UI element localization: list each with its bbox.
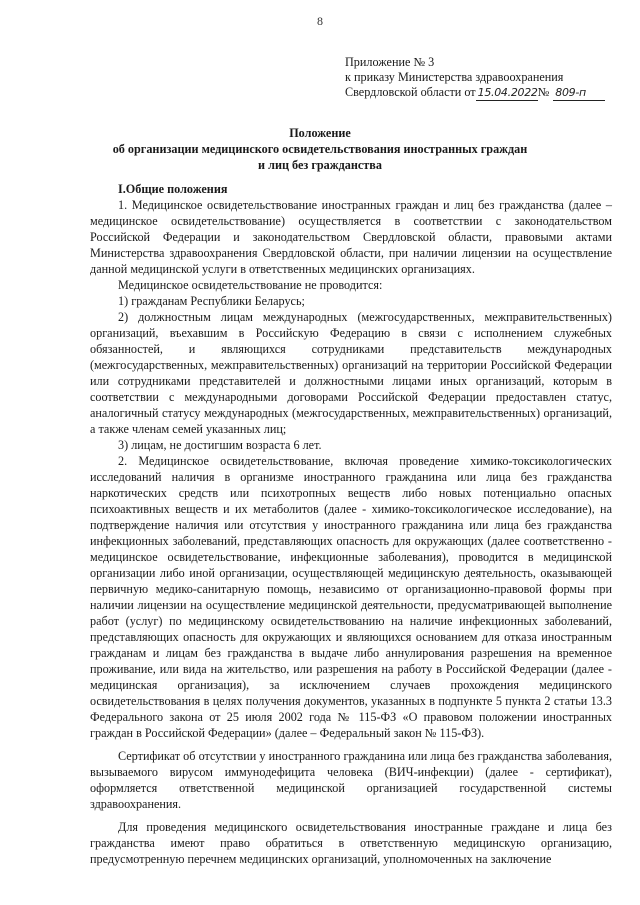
list-item-1: 1) гражданам Республики Беларусь; (118, 294, 305, 308)
annex-line-1: Приложение № 3 (345, 55, 435, 69)
title-line-3: и лиц без гражданства (258, 158, 382, 172)
title-line-2: об организации медицинского освидетельствования иностранных граждан (112, 142, 528, 156)
document-title (70, 125, 570, 173)
annex-line-3-prefix: Свердловской области от (345, 85, 476, 99)
paragraph-1: 1. Медицинское освидетельствование иностранных граждан и лиц без гражданства (далее – медицинское освидетельствование) осуществляется в соответствии с законодательством Российской Федерации и законодательством Свердловской области, правовыми актами Министерства здравоохранения Свердловской области, при наличии лицензии на осуществление данной медицинской услуги в ответственных медицинских организациях. (90, 198, 612, 276)
annex-header (345, 55, 605, 101)
section-heading: I.Общие положения (118, 182, 228, 196)
page-number: 8 (317, 14, 323, 28)
paragraph-exceptions-intro: Медицинское освидетельствование не проводится: (118, 278, 383, 292)
paragraph-procedure: Для проведения медицинского освидетельствования иностранные граждане и лица без гражданства имеют право обратиться в ответственную медицинскую организацию, предусмотренную перечнем медицинских организаций, уполномоченных на заключение (90, 820, 612, 866)
paragraph-2: 2. Медицинское освидетельствование, включая проведение химико-токсикологических исследований наличия в организме иностранного гражданина или лица без гражданства наркотических средств или психотропных веществ либо новых потенциально опасных психоактивных веществ и их метаболитов (далее - химико-токсикологическое исследование), на подтверждение наличия или отсутствия у иностранного гражданина или лица без гражданства инфекционных заболеваний, представляющих опасность для окружающих (далее соответственно - медицинское освидетельствование, инфекционные заболевания), проводится в медицинской организации либо иной организации, осуществляющей медицинскую деятельность, оказывающей первичную медико-санитарную помощь, независимо от организационно-правовой формы при наличии лицензии на осуществление медицинской деятельности, предусматривающей выполнение работ (услуг) по медицинскому освидетельствованию на наличие инфекционных заболеваний, представляющих опасность для окружающих и являющихся основанием для отказа иностранным гражданам и лицам без гражданства в выдаче либо аннулирования разрешения на временное проживание, или вида на жительство, или разрешения на работу в Российской Федерации (далее - медицинская организация), за исключением случаев прохождения медицинского освидетельствования в целях получения документов, указанных в подпункте 5 пункта 2 статьи 13.3 Федерального закона от 25 июля 2002 года № 115-ФЗ «О правовом положении иностранных граждан в Российской Федерации» (далее – Федеральный закон № 115-ФЗ). (90, 454, 612, 740)
document-body (90, 181, 612, 867)
paragraph-certificate: Сертификат об отсутствии у иностранного гражданина или лица без гражданства заболевания, вызываемого вирусом иммунодефицита человека (ВИЧ-инфекции) (далее - сертификат), оформляется ответственной медицинской организацией государственной системы здравоохранения. (90, 749, 612, 811)
number-label: № (537, 85, 550, 99)
handwritten-date: 15.04.2022 (477, 86, 538, 99)
title-line-1: Положение (289, 126, 351, 140)
handwritten-number: 809-п (553, 85, 605, 101)
list-item-3: 3) лицам, не достигшим возраста 6 лет. (118, 438, 322, 452)
annex-line-2: к приказу Министерства здравоохранения (345, 70, 564, 84)
list-item-2: 2) должностным лицам международных (межгосударственных, межправительственных) организаций, въехавшим в Российскую Федерацию в связи с исполнением служебных обязанностей, и являющихся сотрудниками представительств международных (межгосударственных, межправительственных) организаций на территории Российской Федерации или сотрудниками представителей и должностными лицами иных организаций, которым в соответствии с международными договорами Российской Федерации предоставлен статус, аналогичный статусу международных (межгосударственных, межправительственных) организаций, а также членам семей указанных лиц; (90, 310, 612, 436)
annex-line-3 (345, 85, 605, 101)
